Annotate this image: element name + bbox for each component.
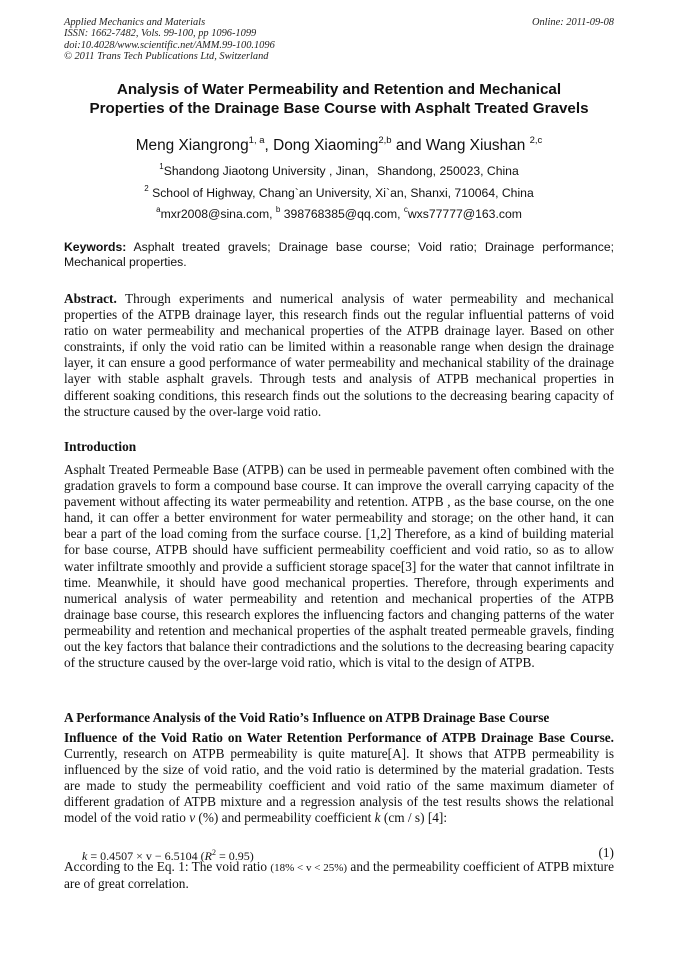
email-b-sup: b xyxy=(275,205,281,214)
void-ratio-range: (18% < v < 25%) xyxy=(270,862,348,874)
keywords-label: Keywords: xyxy=(64,240,127,254)
post-equation-text xyxy=(64,859,614,892)
equation-r-exp: 2 xyxy=(211,848,216,857)
section-text-1: Currently, research on ATPB permeability is quite mature[A]. It shows that ATPB permeability is influenced by the size of void ratio, and the void ratio is determined by the material gradation. Tests are made to study the permeability coefficient and void ratio of the same maximum diameter of different gradation of ATPB mixture and a regression analysis of the test results shows the relational model of the void ratio xyxy=(64,746,614,826)
section-text-3: (cm / s) [4]: xyxy=(380,810,448,826)
keywords-text: Asphalt treated gravels; Drainage base course; Void ratio; Drainage performance; Mechanical properties. xyxy=(64,240,614,270)
equation-lhs: k xyxy=(82,849,88,863)
variable-k: k xyxy=(374,810,381,826)
email-a-sup: a xyxy=(156,205,161,214)
equation-number: (1) xyxy=(598,845,614,860)
author-1: Meng Xiangrong xyxy=(135,137,249,154)
journal-name: Applied Mechanics and Materials xyxy=(64,17,206,28)
post-equation-text-2: and the permeability coefficient of ATPB mixture are of great correlation. xyxy=(64,859,614,892)
affiliation-1-text: Shandong Jiaotong University , Jinan，Shandong, 250023, China xyxy=(163,164,519,178)
doi-line[interactable]: doi:10.4028/www.scientific.net/AMM.99-100.1096 xyxy=(64,39,275,51)
online-date: Online: 2011-09-08 xyxy=(531,17,614,28)
section-body xyxy=(64,730,614,827)
title-line-1: Analysis of Water Permeability and Retention and Mechanical xyxy=(116,81,562,98)
author-2-sup: 2,b xyxy=(378,135,392,146)
journal-header xyxy=(64,17,484,62)
author-2: , Dong Xiaoming xyxy=(264,137,379,154)
equation-rhs: = 0.4507 × v − 6.5104 ( xyxy=(87,849,205,863)
email-b[interactable]: 398768385@qq.com, xyxy=(280,207,404,221)
affiliation-1 xyxy=(56,160,622,178)
email-line xyxy=(56,203,622,221)
abstract-text: Through experiments and numerical analysis of water permeability and mechanical properties of the ATPB drainage layer, this research finds out the regular influential patterns of void ratio on water permeability and mechanical properties of the ATPB drainage layer. Based on other constraints, if only the void ratio can be limited within a reasonable range when design the drainage layer, it can ensure a good performance of water permeability and mechanical stability of the drainage layer with stable asphalt gravels. Through tests and analysis of ATPB mechanical properties in different soaking conditions, this research finds out the solutions to the decreasing bearing capacity of the structure caused by the over-large void ratio. xyxy=(64,291,614,419)
abstract xyxy=(64,291,614,420)
author-3: and Wang Xiushan xyxy=(391,137,530,154)
email-a[interactable]: mxr2008@sina.com, xyxy=(160,207,276,221)
affiliation-1-sup: 1 xyxy=(159,162,164,171)
section-text-2: (%) and permeability coefficient xyxy=(195,810,375,826)
email-c-sup: c xyxy=(403,205,408,214)
equation-r: R xyxy=(204,849,212,863)
author-list xyxy=(56,132,622,155)
keywords xyxy=(64,240,614,271)
author-3-sup: 2,c xyxy=(529,135,543,146)
affiliation-2-text: School of Highway, Chang`an University, Xi`an, Shanxi, 710064, China xyxy=(148,186,534,200)
subsection-heading: Influence of the Void Ratio on Water Retention Performance of ATPB Drainage Base Course. xyxy=(64,730,614,745)
introduction-heading: Introduction xyxy=(64,439,137,454)
author-1-sup: 1, a xyxy=(248,135,265,146)
introduction-text: Asphalt Treated Permeable Base (ATPB) can be used in permeable pavement often combined with the gradation gravels to form a compound base course. It can improve the overall carrying capacity of the pavement without affecting its water permeability and retention. ATPB , as the base course, on the one hand, it can offer a better environment for water permeability and storage; on the other hand, it can bear a part of the load coming from the surface course. [1,2] Therefore, as a kind of building material for base course, ATPB should have sufficient permeability coefficient and void ratio, so as to allow water infiltrate smoothly and provide a sufficient storage space[3] for the water that cannot infiltrate in time. Meanwhile, it should have good mechanical properties. Therefore, through experiments and numerical analysis of water permeability and retention and mechanical properties of the ATPB drainage base course, this research explores the influencing factors and changing patterns of the water permeability and retention and mechanical properties of the asphalt treated permeable gravels, finding out the key factors that balance their contradictions and the solutions to the decreasing bearing capacity of the structure caused by the over-large void ratio, which is vital to the design of ATPB. xyxy=(64,462,614,671)
copyright-line: © 2011 Trans Tech Publications Ltd, Switzerland xyxy=(64,50,269,62)
variable-v: v xyxy=(189,810,196,826)
affiliation-2-sup: 2 xyxy=(144,184,149,193)
abstract-label: Abstract. xyxy=(64,291,117,306)
section-heading: A Performance Analysis of the Void Ratio’s Influence on ATPB Drainage Base Course xyxy=(64,710,550,725)
paper-title xyxy=(56,80,622,118)
equation-r-value: = 0.95) xyxy=(215,849,254,863)
issn-line: ISSN: 1662-7482, Vols. 99-100, pp 1096-1099 xyxy=(64,28,257,40)
post-equation-text-1: According to the Eq. 1: The void ratio xyxy=(64,859,271,874)
email-c[interactable]: wxs77777@163.com xyxy=(407,207,522,221)
affiliation-2 xyxy=(56,182,622,200)
title-line-2: Properties of the Drainage Base Course with Asphalt Treated Gravels xyxy=(89,100,589,117)
